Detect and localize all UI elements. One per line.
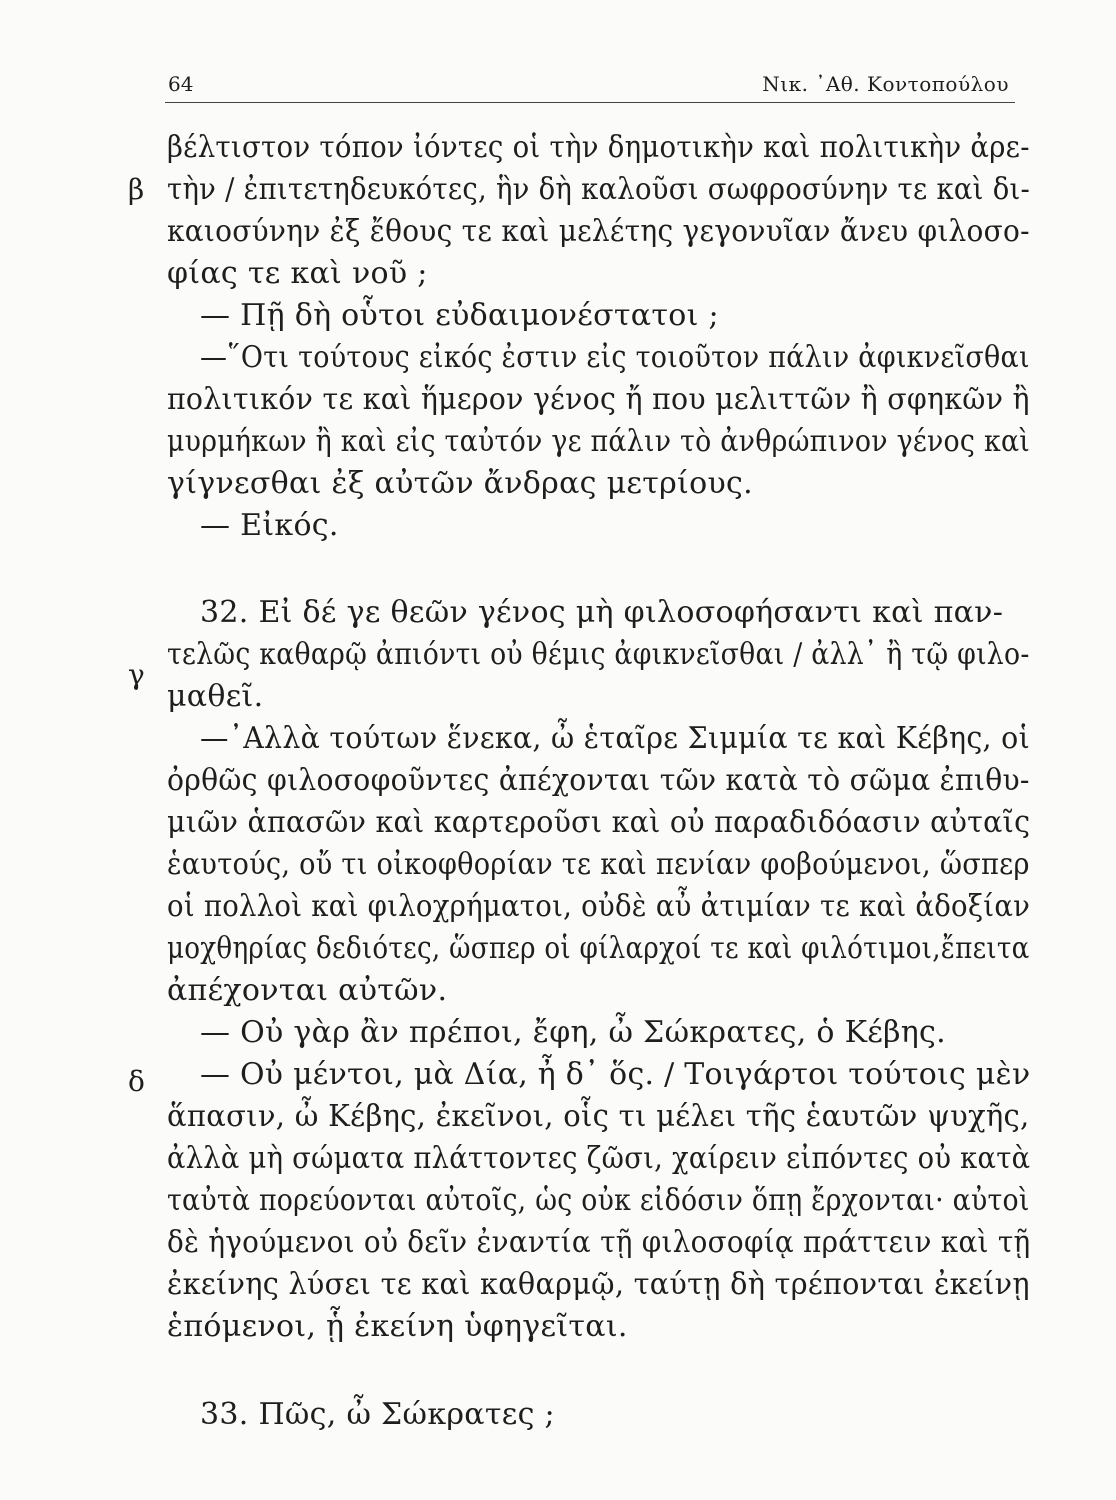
text-line: ἀλλὰ μὴ σώματα πλάττοντες ζῶσι, χαίρειν εἰπόντες οὐ κατὰ [167,1141,1031,1176]
page-header [165,68,1015,103]
text-line: τὴν / ἐπιτετηδευκότες, ἣν δὴ καλοῦσι σωφροσύνην τε καὶ δι- [167,172,1031,207]
text-line: μυρμήκων ἢ καὶ εἰς ταὐτόν γε πάλιν τὸ ἀνθρώπινον γένος καὶ [167,424,1031,459]
text-line: ἀπέχονται αὐτῶν. [167,973,448,1008]
text-line: — Οὐ γὰρ ἂν πρέποι, ἔφη, ὦ Σώκρατες, ὁ Κέβης. [200,1015,946,1050]
text-line: καιοσύνην ἐξ ἔθους τε καὶ μελέτης γεγονυῖαν ἄνευ φιλοσο- [167,214,1030,249]
text-line: —᾿Αλλὰ τούτων ἕνεκα, ὦ ἑταῖρε Σιμμία τε καὶ Κέβης, οἱ [200,721,1030,756]
text-line: ὀρθῶς φιλοσοφοῦντες ἀπέχονται τῶν κατὰ τὸ σῶμα ἐπιθυ- [167,763,1030,798]
text-line: μιῶν ἁπασῶν καὶ καρτεροῦσι καὶ οὐ παραδιδόασιν αὐταῖς [167,805,1031,840]
running-head: Νικ. ᾿Αθ. Κοντοπούλου [762,72,1009,96]
text-line: ἐκείνης λύσει τε καὶ καθαρμῷ, ταύτῃ δὴ τρέπονται ἐκείνῃ [167,1267,1030,1302]
text-line: μαθεῖ. [167,679,264,714]
margin-letter-beta: β [128,173,145,206]
text-line: ταὐτὰ πορεύονται αὐτοῖς, ὡς οὐκ εἰδόσιν ὅπῃ ἔρχονται· αὐτοὶ [167,1183,1030,1218]
text-line: βέλτιστον τόπον ἰόντες οἱ τὴν δημοτικὴν καὶ πολιτικὴν ἀρε- [167,130,1030,165]
text-line: —῞Οτι τούτους εἰκός ἐστιν εἰς τοιοῦτον πάλιν ἀφικνεῖσθαι [200,340,1030,375]
text-line: ἑαυτούς, οὔ τι οἰκοφθορίαν τε καὶ πενίαν φοβούμενοι, ὥσπερ [167,847,1030,882]
text-line: μοχθηρίας δεδιότες, ὥσπερ οἱ φίλαρχοί τε καὶ φιλότιμοι,ἔπειτα [167,931,1030,966]
margin-letter-delta: δ [128,1065,145,1098]
text-line: οἱ πολλοὶ καὶ φιλοχρήματοι, οὐδὲ αὖ ἀτιμίαν τε καὶ ἀδοξίαν [167,889,1031,924]
text-line: 32. Εἰ δέ γε θεῶν γένος μὴ φιλοσοφήσαντι καὶ παν- [200,595,1004,630]
text-line: δὲ ἡγούμενοι οὐ δεῖν ἐναντία τῇ φιλοσοφίᾳ πράττειν καὶ τῇ [167,1225,1031,1260]
text-line: ἅπασιν, ὦ Κέβης, ἐκεῖνοι, οἷς τι μέλει τῆς ἑαυτῶν ψυχῆς, [167,1099,1030,1134]
margin-letter-gamma: γ [128,658,145,691]
text-line: — Οὐ μέντοι, μὰ Δία, ἦ δ᾿ ὅς. / Τοιγάρτοι τούτοις μὲν [200,1057,1031,1092]
text-line: 33. Πῶς, ὦ Σώκρατες ; [200,1397,555,1432]
text-line: τελῶς καθαρῷ ἀπιόντι οὐ θέμις ἀφικνεῖσθαι / ἀλλ᾿ ἢ τῷ φιλο- [167,637,1030,672]
text-line: φίας τε καὶ νοῦ ; [167,256,428,291]
text-line: — Εἰκός. [200,508,339,543]
text-line: γίγνεσθαι ἐξ αὐτῶν ἄνδρας μετρίους. [167,466,753,501]
text-line: ἑπόμενοι, ᾗ ἐκείνη ὑφηγεῖται. [167,1309,628,1344]
text-line: πολιτικόν τε καὶ ἥμερον γένος ἤ που μελιττῶν ἢ σφηκῶν ἢ [167,382,1030,417]
page-number: 64 [168,72,194,96]
text-line: — Πῇ δὴ οὗτοι εὐδαιμονέστατοι ; [200,298,719,333]
